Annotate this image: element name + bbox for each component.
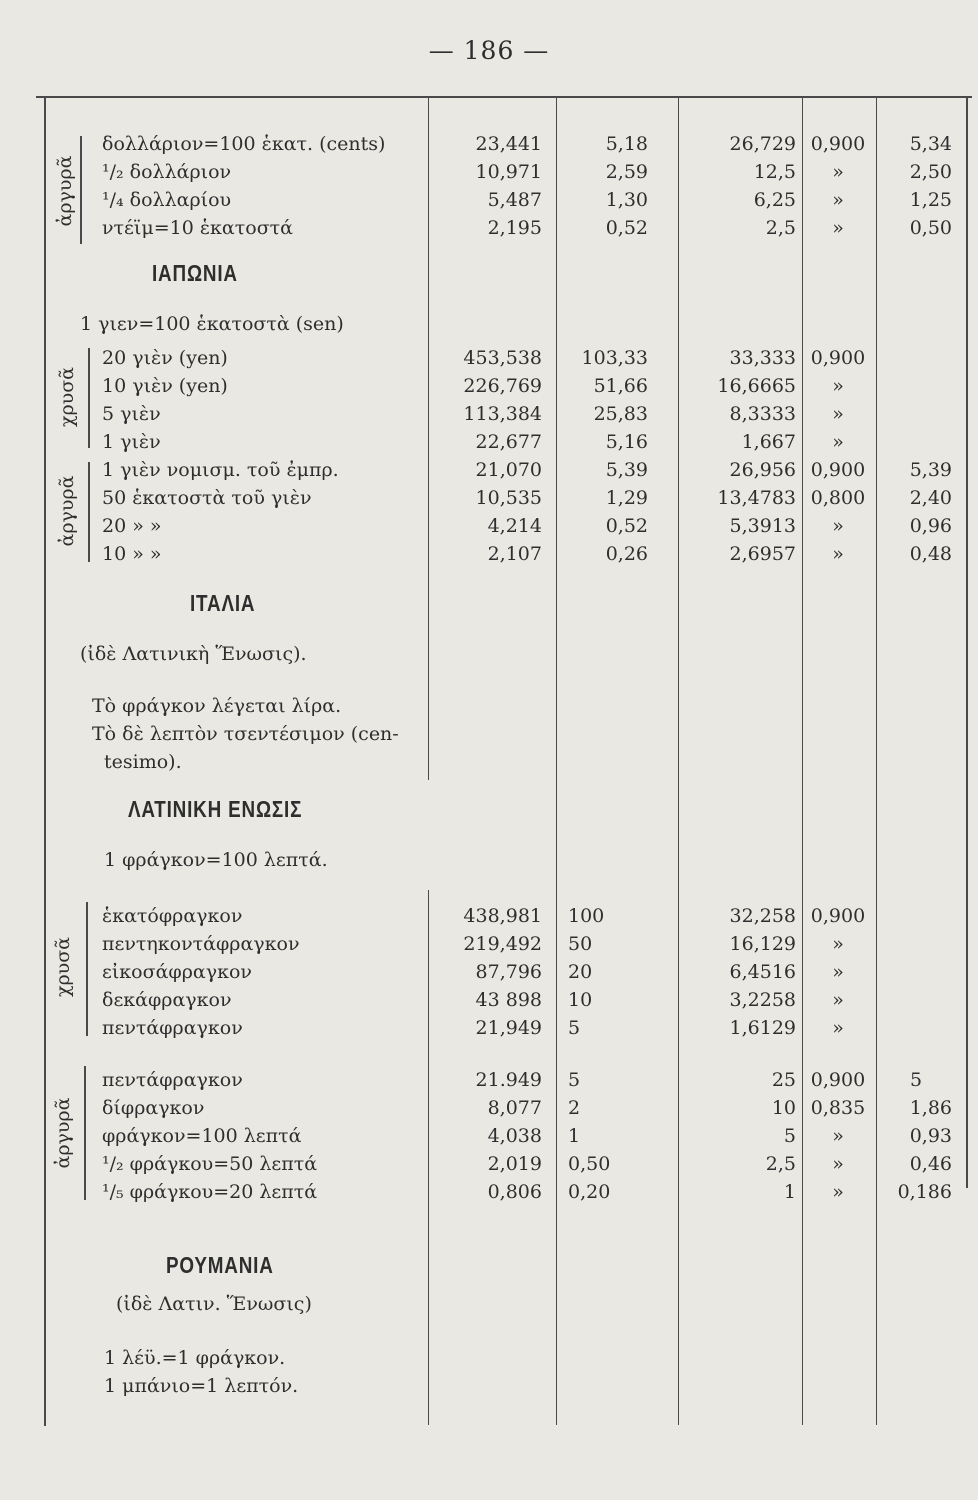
coin-name: πεντάφραγκον xyxy=(102,1069,243,1091)
note-line: Τὸ φράγκον λέγεται λίρα. xyxy=(92,695,342,717)
coin-value: 2,5 xyxy=(765,1153,796,1175)
coin-value: » xyxy=(832,543,844,565)
coin-value: 22,677 xyxy=(475,431,542,453)
coin-value: 2,019 xyxy=(487,1153,542,1175)
column-rule xyxy=(428,890,429,1425)
coin-name: 1 γιὲν νομισμ. τοῦ ἐμπρ. xyxy=(102,459,339,481)
coin-name: 20 γιὲν (yen) xyxy=(102,347,228,369)
coin-value: 1,667 xyxy=(741,431,796,453)
coin-value: 2,195 xyxy=(487,217,542,239)
column-rule xyxy=(556,98,557,1425)
coin-value: 1,29 xyxy=(605,487,648,509)
group-label-silver: ἀργυρᾶ xyxy=(54,155,76,227)
coin-name: δίφραγκον xyxy=(102,1097,205,1119)
note-line: 1 μπάνιο=1 λεπτόν. xyxy=(104,1375,299,1397)
coin-value: 26,729 xyxy=(729,133,796,155)
coin-name: δολλάριον=100 ἑκατ. (cents) xyxy=(102,133,386,155)
coin-value: 5,34 xyxy=(909,133,952,155)
coin-value: 26,956 xyxy=(729,459,796,481)
coin-name: ¹/₄ δολλαρίου xyxy=(102,189,232,211)
coin-name: 20 » » xyxy=(102,515,162,537)
coin-value: 0,186 xyxy=(897,1181,952,1203)
coin-value: 0,900 xyxy=(810,133,866,155)
coin-value: 10 xyxy=(568,989,593,1011)
section-heading-romania: ΡΟΥΜΑΝΙΑ xyxy=(166,1252,274,1278)
coin-value: 4,038 xyxy=(487,1125,542,1147)
note-line: Τὸ δὲ λεπτὸν τσεντέσιμον (cen- xyxy=(92,723,399,745)
coin-value: 5,39 xyxy=(605,459,648,481)
coin-value: 12,5 xyxy=(753,161,796,183)
coin-value: 3,2258 xyxy=(729,989,796,1011)
coin-name: πεντηκοντάφραγκον xyxy=(102,933,300,955)
section-heading-latin-union: ΛΑΤΙΝΙΚΗ ΕΝΩΣΙΣ xyxy=(128,796,303,822)
coin-value: 5 xyxy=(568,1017,581,1039)
coin-value: 23,441 xyxy=(475,133,542,155)
group-bracket xyxy=(88,348,90,448)
coin-value: 453,538 xyxy=(463,347,542,369)
coin-value: » xyxy=(832,1017,844,1039)
coin-value: 10 xyxy=(771,1097,796,1119)
coin-name: 10 » » xyxy=(102,543,162,565)
table-top-rule xyxy=(36,96,972,98)
group-bracket xyxy=(84,1066,86,1200)
coin-value: 25 xyxy=(771,1069,796,1091)
coin-name: 50 ἑκατοστὰ τοῦ γιὲν xyxy=(102,487,312,509)
coin-value: » xyxy=(832,217,844,239)
coin-value: 10,971 xyxy=(475,161,542,183)
coin-value: 5,487 xyxy=(487,189,542,211)
coin-value: 0,900 xyxy=(810,905,866,927)
coin-value: 100 xyxy=(568,905,605,927)
coin-value: 2,107 xyxy=(487,543,542,565)
coin-value: 8,077 xyxy=(487,1097,542,1119)
group-label-gold: χρυσᾶ xyxy=(52,936,74,998)
coin-value: » xyxy=(832,1125,844,1147)
coin-value: 21,949 xyxy=(475,1017,542,1039)
cross-reference: (ἰδὲ Λατιν. Ἕνωσις) xyxy=(116,1293,312,1315)
unit-definition: 1 γιεν=100 ἑκατοστὰ (sen) xyxy=(80,313,344,335)
coin-value: 50 xyxy=(568,933,593,955)
coin-value: 1,25 xyxy=(909,189,952,211)
note-line: 1 λέϋ.=1 φράγκον. xyxy=(104,1347,286,1369)
coin-name: φράγκον=100 λεπτά xyxy=(102,1125,302,1147)
coin-value: 0,48 xyxy=(909,543,952,565)
coin-value: 1 xyxy=(568,1125,581,1147)
group-bracket xyxy=(80,136,82,244)
coin-value: 5,16 xyxy=(605,431,648,453)
unit-definition: 1 φράγκον=100 λεπτά. xyxy=(104,849,328,871)
table-right-rule xyxy=(966,98,968,1188)
coin-value: 113,384 xyxy=(463,403,542,425)
coin-name: ¹/₂ δολλάριον xyxy=(102,161,232,183)
column-rule xyxy=(876,98,877,1425)
coin-value: 0,96 xyxy=(909,515,952,537)
coin-name: 10 γιὲν (yen) xyxy=(102,375,228,397)
section-heading-japan: ΙΑΠΩΝΙΑ xyxy=(152,260,238,286)
column-rule xyxy=(428,98,429,780)
coin-value: » xyxy=(832,189,844,211)
column-rule xyxy=(678,98,679,1425)
group-bracket xyxy=(88,462,90,562)
coin-value: 2,50 xyxy=(909,161,952,183)
coin-value: 2 xyxy=(568,1097,581,1119)
coin-value: 0,93 xyxy=(909,1125,952,1147)
coin-value: 0,800 xyxy=(810,487,866,509)
coin-value: 0,50 xyxy=(568,1153,611,1175)
coin-value: 21,070 xyxy=(475,459,542,481)
coin-name: εἰκοσάφραγκον xyxy=(102,961,252,983)
coin-value: 21.949 xyxy=(475,1069,542,1091)
coin-value: 5 xyxy=(783,1125,796,1147)
coin-value: 5 xyxy=(910,1069,923,1091)
group-label-gold: χρυσᾶ xyxy=(56,366,78,428)
coin-value: 33,333 xyxy=(729,347,796,369)
coin-value: » xyxy=(832,161,844,183)
coin-value: 1,86 xyxy=(909,1097,952,1119)
coin-value: 6,25 xyxy=(753,189,796,211)
coin-name: ντέϊμ=10 ἑκατοστά xyxy=(102,217,294,239)
coin-value: 25,83 xyxy=(593,403,648,425)
coin-value: 0,52 xyxy=(605,217,648,239)
coin-value: 6,4516 xyxy=(729,961,796,983)
coin-value: 0,900 xyxy=(810,459,866,481)
coin-value: 1 xyxy=(783,1181,796,1203)
coin-value: 5 xyxy=(568,1069,581,1091)
cross-reference: (ἰδὲ Λατινικὴ Ἕνωσις). xyxy=(80,643,307,665)
group-bracket xyxy=(86,902,88,1036)
coin-value: 51,66 xyxy=(593,375,648,397)
coin-name: 1 γιὲν xyxy=(102,431,161,453)
coin-value: 0,52 xyxy=(605,515,648,537)
coin-value: 8,3333 xyxy=(729,403,796,425)
note-line: tesimo). xyxy=(104,751,182,773)
coin-name: πεντάφραγκον xyxy=(102,1017,243,1039)
coin-value: » xyxy=(832,403,844,425)
coin-value: 1,30 xyxy=(605,189,648,211)
coin-name: ¹/₂ φράγκου=50 λεπτά xyxy=(102,1153,318,1175)
coin-value: 4,214 xyxy=(487,515,542,537)
coin-value: 32,258 xyxy=(729,905,796,927)
coin-value: » xyxy=(832,431,844,453)
coin-value: 2,59 xyxy=(605,161,648,183)
section-heading-italy: ΙΤΑΛΙΑ xyxy=(190,590,256,616)
coin-value: 0,20 xyxy=(568,1181,611,1203)
coin-value: 10,535 xyxy=(475,487,542,509)
coin-value: 87,796 xyxy=(475,961,542,983)
coin-value: » xyxy=(832,515,844,537)
coin-value: 0,50 xyxy=(909,217,952,239)
coin-value: 13,4783 xyxy=(717,487,796,509)
coin-value: 5,39 xyxy=(909,459,952,481)
coin-name: ¹/₅ φράγκου=20 λεπτά xyxy=(102,1181,318,1203)
group-label-silver: ἀργυρᾶ xyxy=(56,475,78,547)
coin-value: 0,835 xyxy=(810,1097,866,1119)
coin-value: » xyxy=(832,961,844,983)
coin-value: 0,26 xyxy=(605,543,648,565)
coin-value: 0,806 xyxy=(487,1181,542,1203)
coin-value: 103,33 xyxy=(581,347,648,369)
coin-name: 5 γιὲν xyxy=(102,403,161,425)
coin-value: 20 xyxy=(568,961,593,983)
coin-value: 5,3913 xyxy=(729,515,796,537)
table-left-rule xyxy=(44,96,46,1426)
page-number: — 186 — xyxy=(428,36,550,65)
coin-value: » xyxy=(832,933,844,955)
coin-value: » xyxy=(832,375,844,397)
coin-value: 0,900 xyxy=(810,347,866,369)
group-label-silver: ἀργυρᾶ xyxy=(52,1097,74,1169)
coin-name: δεκάφραγκον xyxy=(102,989,232,1011)
coin-value: 2,5 xyxy=(765,217,796,239)
coin-value: » xyxy=(832,989,844,1011)
coin-value: 2,40 xyxy=(909,487,952,509)
coin-value: 0,900 xyxy=(810,1069,866,1091)
coin-value: 5,18 xyxy=(605,133,648,155)
coin-value: » xyxy=(832,1153,844,1175)
coin-value: 16,6665 xyxy=(717,375,796,397)
coin-value: » xyxy=(832,1181,844,1203)
coin-value: 438,981 xyxy=(463,905,542,927)
coin-value: 0,46 xyxy=(909,1153,952,1175)
coin-value: 219,492 xyxy=(463,933,542,955)
column-rule xyxy=(802,98,803,1425)
coin-value: 16,129 xyxy=(729,933,796,955)
coin-value: 226,769 xyxy=(463,375,542,397)
coin-name: ἑκατόφραγκον xyxy=(102,905,243,927)
coin-value: 1,6129 xyxy=(729,1017,796,1039)
coin-value: 43 898 xyxy=(475,989,542,1011)
coin-value: 2,6957 xyxy=(729,543,796,565)
